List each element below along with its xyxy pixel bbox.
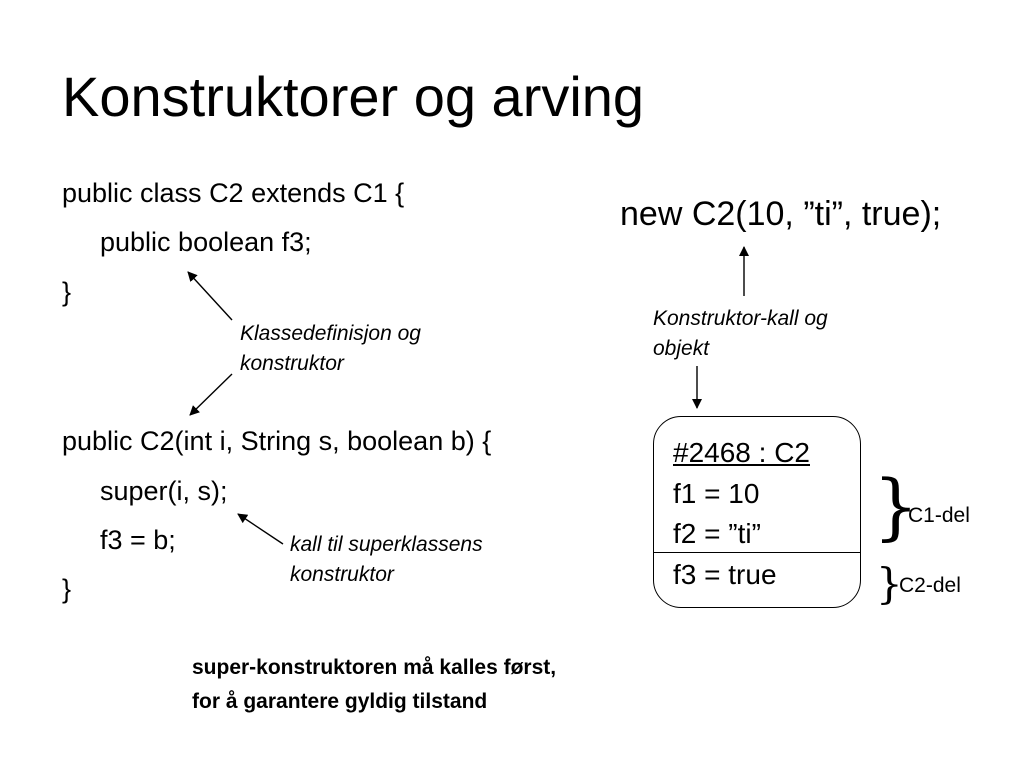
- code-field-assignment: f3 = b;: [100, 525, 176, 555]
- constructor-call-expression: new C2(10, ”ti”, true);: [620, 195, 942, 233]
- code-class-close-brace: }: [62, 277, 72, 307]
- annotation-super-call-line1: kall til superklassens: [290, 533, 483, 556]
- object-header: #2468 : C2: [673, 437, 810, 468]
- arrow-to-field-declaration: [188, 272, 232, 320]
- object-part-divider: [653, 552, 861, 553]
- c2-part-brace-icon: }: [876, 559, 903, 608]
- c2-part-label: C2-del: [899, 574, 961, 597]
- annotation-class-definition: [240, 319, 421, 379]
- object-field-f3: f3 = true: [673, 559, 777, 590]
- slide-title: Konstruktorer og arving: [62, 65, 645, 128]
- annotation-constructor-call-line1: Konstruktor-kall og: [653, 307, 828, 330]
- arrow-to-super-call: [238, 514, 283, 544]
- arrow-to-constructor-signature: [190, 374, 232, 415]
- code-constructor-close-brace: }: [62, 574, 72, 604]
- footer-note-line1: super-konstruktoren må kalles først,: [192, 656, 557, 679]
- c1-part-label: C1-del: [908, 504, 970, 527]
- code-field-declaration: public boolean f3;: [100, 227, 312, 257]
- object-field-f2: f2 = ”ti”: [673, 518, 761, 549]
- annotation-constructor-call-line2: objekt: [653, 337, 710, 360]
- annotation-constructor-call: [653, 304, 828, 364]
- annotation-super-call: [290, 530, 483, 590]
- c1-part-brace-icon: }: [873, 464, 919, 548]
- annotation-super-call-line2: konstruktor: [290, 563, 394, 586]
- code-constructor-signature: public C2(int i, String s, boolean b) {: [62, 426, 492, 456]
- footer-note: [192, 651, 556, 719]
- code-super-call: super(i, s);: [100, 476, 228, 506]
- footer-note-line2: for å garantere gyldig tilstand: [192, 690, 488, 713]
- object-field-f1: f1 = 10: [673, 478, 760, 509]
- code-class-declaration: public class C2 extends C1 {: [62, 178, 405, 208]
- annotation-class-definition-line2: konstruktor: [240, 352, 344, 375]
- annotation-class-definition-line1: Klassedefinisjon og: [240, 322, 421, 345]
